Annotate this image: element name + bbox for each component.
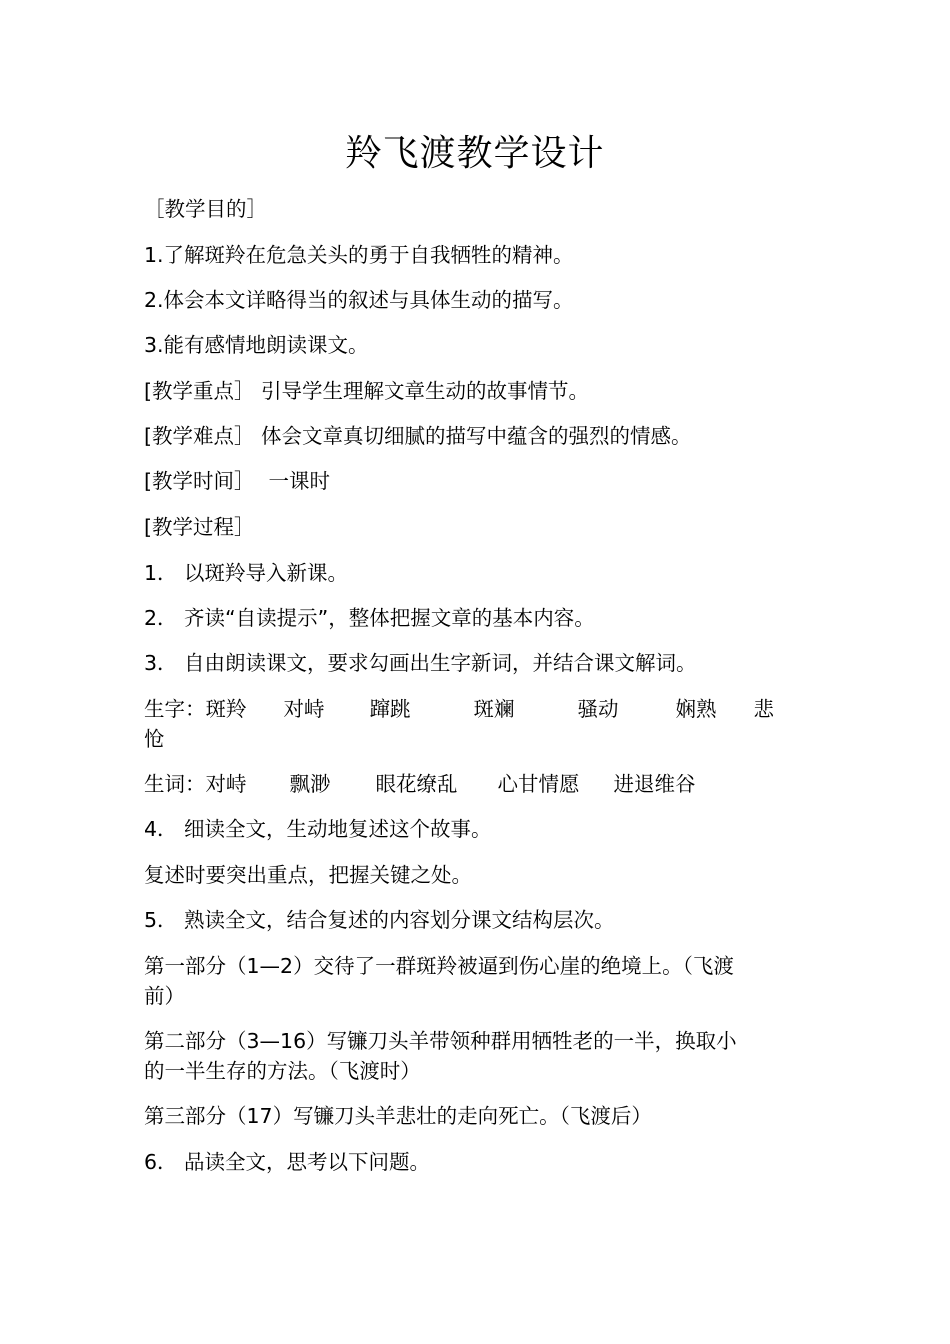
structure-part-1-wrap: 前） [144,984,185,1008]
goal-item-3: 3.能有感情地朗读课文。 [144,333,369,357]
time-value: 一课时 [268,469,330,493]
process-heading: [教学过程］ [144,515,255,539]
character-item: 对峙 [283,697,325,721]
difficulty-point: [教学难点］ 体会文章真切细腻的描写中蕴含的强烈的情感。 [144,424,692,448]
process-step-3: 3． 自由朗读课文，要求勾画出生字新词，并结合课文解词。 [144,651,697,675]
word-item: 心甘情愿 [497,772,580,796]
time-label: [教学时间］ [144,469,255,493]
word-item: 进退维谷 [613,772,696,796]
character-item: 斑斓 [473,697,515,721]
character-item: 蹿跳 [369,697,411,721]
new-words-line [144,769,804,799]
character-item: 斑羚 [205,697,247,721]
word-item: 对峙 [205,772,247,796]
structure-part-2: 第二部分（3—16）写镰刀头羊带领种群用牺牲老的一半，换取小 [144,1029,737,1053]
goal-heading: ［教学目的］ [144,197,267,221]
document-title: 羚飞渡教学设计 [345,133,605,174]
word-item: 眼花缭乱 [375,772,458,796]
goal-item-1: 1.了解斑羚在危急关头的勇于自我牺牲的精神。 [144,243,574,267]
new-characters-label: 生字： [144,697,206,721]
process-step-1: 1． 以斑羚导入新课。 [144,561,349,585]
time-line [144,466,804,496]
retell-note: 复述时要突出重点，把握关键之处。 [144,863,472,887]
new-characters-wrap: 怆 [144,727,165,751]
new-words-label: 生词： [144,772,206,796]
key-point: [教学重点］ 引导学生理解文章生动的故事情节。 [144,379,590,403]
new-characters-line [144,694,804,724]
process-step-4: 4． 细读全文，生动地复述这个故事。 [144,817,492,841]
structure-part-3: 第三部分（17）写镰刀头羊悲壮的走向死亡。（飞渡后） [144,1104,652,1128]
character-item: 娴熟 [675,697,717,721]
character-item: 悲 [753,697,774,721]
goal-item-2: 2.体会本文详略得当的叙述与具体生动的描写。 [144,288,574,312]
process-step-6: 6． 品读全文，思考以下问题。 [144,1150,431,1174]
character-item: 骚动 [577,697,619,721]
process-step-2: 2． 齐读“自读提示”，整体把握文章的基本内容。 [144,606,595,630]
structure-part-1: 第一部分（1—2）交待了一群斑羚被逼到伤心崖的绝境上。（飞渡 [144,954,734,978]
process-step-5: 5． 熟读全文，结合复述的内容划分课文结构层次。 [144,908,615,932]
word-item: 飘渺 [289,772,331,796]
structure-part-2-wrap: 的一半生存的方法。（飞渡时） [144,1059,421,1083]
